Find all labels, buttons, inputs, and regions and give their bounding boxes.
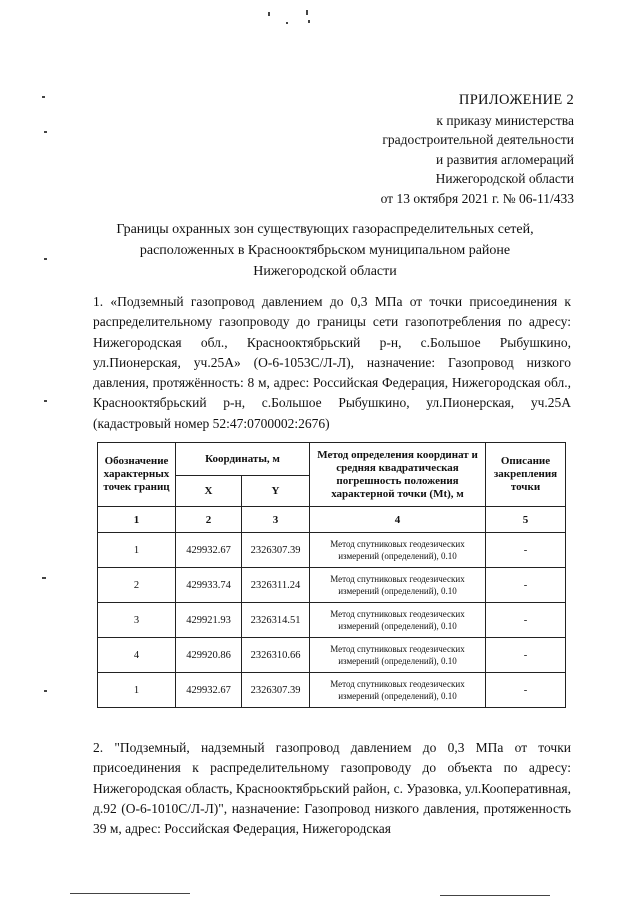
appendix-block [381, 91, 574, 209]
column-number-row [98, 507, 566, 533]
appendix-line: и развития агломераций [435, 151, 574, 167]
scan-mark [440, 895, 550, 896]
heading-line: Границы охранных зон существующих газораспределительных сетей, [116, 222, 534, 237]
scan-mark [44, 131, 47, 133]
cell-fixing: - [486, 673, 566, 708]
cell-method: Метод спутниковых геодезических измерений (определений), 0.10 [310, 603, 486, 638]
table-row [98, 568, 566, 603]
cell-x: 429920.86 [176, 638, 242, 673]
scan-mark [286, 22, 288, 24]
header-method: Метод определения координат и средняя квадратическая погрешность положения характерной точки (Mt), м [310, 443, 486, 507]
scan-mark [42, 577, 46, 579]
cell-point: 4 [98, 638, 176, 673]
header-fixing: Описание закрепления точки [486, 443, 566, 507]
table-row [98, 638, 566, 673]
header-x: X [176, 476, 242, 507]
cell-method: Метод спутниковых геодезических измерений (определений), 0.10 [310, 638, 486, 673]
table-row [98, 603, 566, 638]
scan-mark [268, 12, 270, 16]
column-number: 1 [98, 507, 176, 533]
appendix-line: к приказу министерства [436, 112, 574, 128]
scan-mark [306, 10, 308, 15]
cell-y: 2326307.39 [242, 673, 310, 708]
cell-fixing: - [486, 638, 566, 673]
appendix-line: Нижегородской области [435, 171, 574, 187]
cell-fixing: - [486, 603, 566, 638]
table-row [98, 533, 566, 568]
table-header-row [98, 443, 566, 476]
column-number: 3 [242, 507, 310, 533]
item-1-paragraph: 1. «Подземный газопровод давлением до 0,3 МПа от точки присоединения к распределительному газопроводу до границы сети газопотребления по адресу: Нижегородская обл., Краснооктябрьский р-н, с.Большое Рыбушкино, ул.Пионерская, уч.25А» (О-6-1053С/Л-Л), назначение: Газопровод низкого давления, протяжённость: 8 м, адрес: Российская Федерация, Нижегородская обл., Краснооктябрьский р-н, с.Большое Рыбушкино, ул.Пионерская, уч.25А (кадастровый номер 52:47:0700002:2676) [93, 294, 571, 431]
cell-x: 429933.74 [176, 568, 242, 603]
cell-point: 3 [98, 603, 176, 638]
cell-fixing: - [486, 533, 566, 568]
cell-point: 1 [98, 533, 176, 568]
heading-line: Нижегородской области [253, 264, 397, 279]
scan-mark [70, 893, 190, 894]
header-point: Обозначение характерных точек границ [98, 443, 176, 507]
header-y: Y [242, 476, 310, 507]
coordinates-table [97, 442, 566, 708]
item-2-paragraph: 2. "Подземный, надземный газопровод давлением до 0,3 МПа от точки присоединения к распределительному газопроводу до объекта по адресу: Нижегородская область, Краснооктябрьский район, с. Уразовка, ул.Кооперативная, д.92 (О-6-1010С/Л-Л)", назначение: Газопровод низкого давления, протяженность 39 м, адрес: Российская Федерация, Нижегородская [93, 740, 571, 837]
cell-method: Метод спутниковых геодезических измерений (определений), 0.10 [310, 568, 486, 603]
cell-point: 1 [98, 673, 176, 708]
cell-x: 429932.67 [176, 673, 242, 708]
appendix-title: ПРИЛОЖЕНИЕ 2 [458, 92, 574, 108]
cell-method: Метод спутниковых геодезических измерений (определений), 0.10 [310, 673, 486, 708]
scan-mark [308, 20, 310, 23]
table-row [98, 673, 566, 708]
column-number: 5 [486, 507, 566, 533]
heading-line: расположенных в Краснооктябрьском муниципальном районе [139, 243, 511, 258]
cell-x: 429921.93 [176, 603, 242, 638]
appendix-line: градостроительной деятельности [382, 132, 574, 148]
cell-y: 2326314.51 [242, 603, 310, 638]
appendix-line: от 13 октября 2021 г. № 06-11/433 [380, 190, 574, 206]
cell-point: 2 [98, 568, 176, 603]
cell-y: 2326311.24 [242, 568, 310, 603]
column-number: 4 [310, 507, 486, 533]
cell-method: Метод спутниковых геодезических измерений (определений), 0.10 [310, 533, 486, 568]
document-heading [70, 219, 580, 282]
cell-fixing: - [486, 568, 566, 603]
column-number: 2 [176, 507, 242, 533]
cell-x: 429932.67 [176, 533, 242, 568]
cell-y: 2326307.39 [242, 533, 310, 568]
scan-mark [44, 258, 47, 260]
header-coords: Координаты, м [176, 443, 310, 476]
scan-mark [44, 690, 47, 692]
scan-mark [44, 400, 47, 402]
cell-y: 2326310.66 [242, 638, 310, 673]
scan-mark [42, 96, 45, 98]
